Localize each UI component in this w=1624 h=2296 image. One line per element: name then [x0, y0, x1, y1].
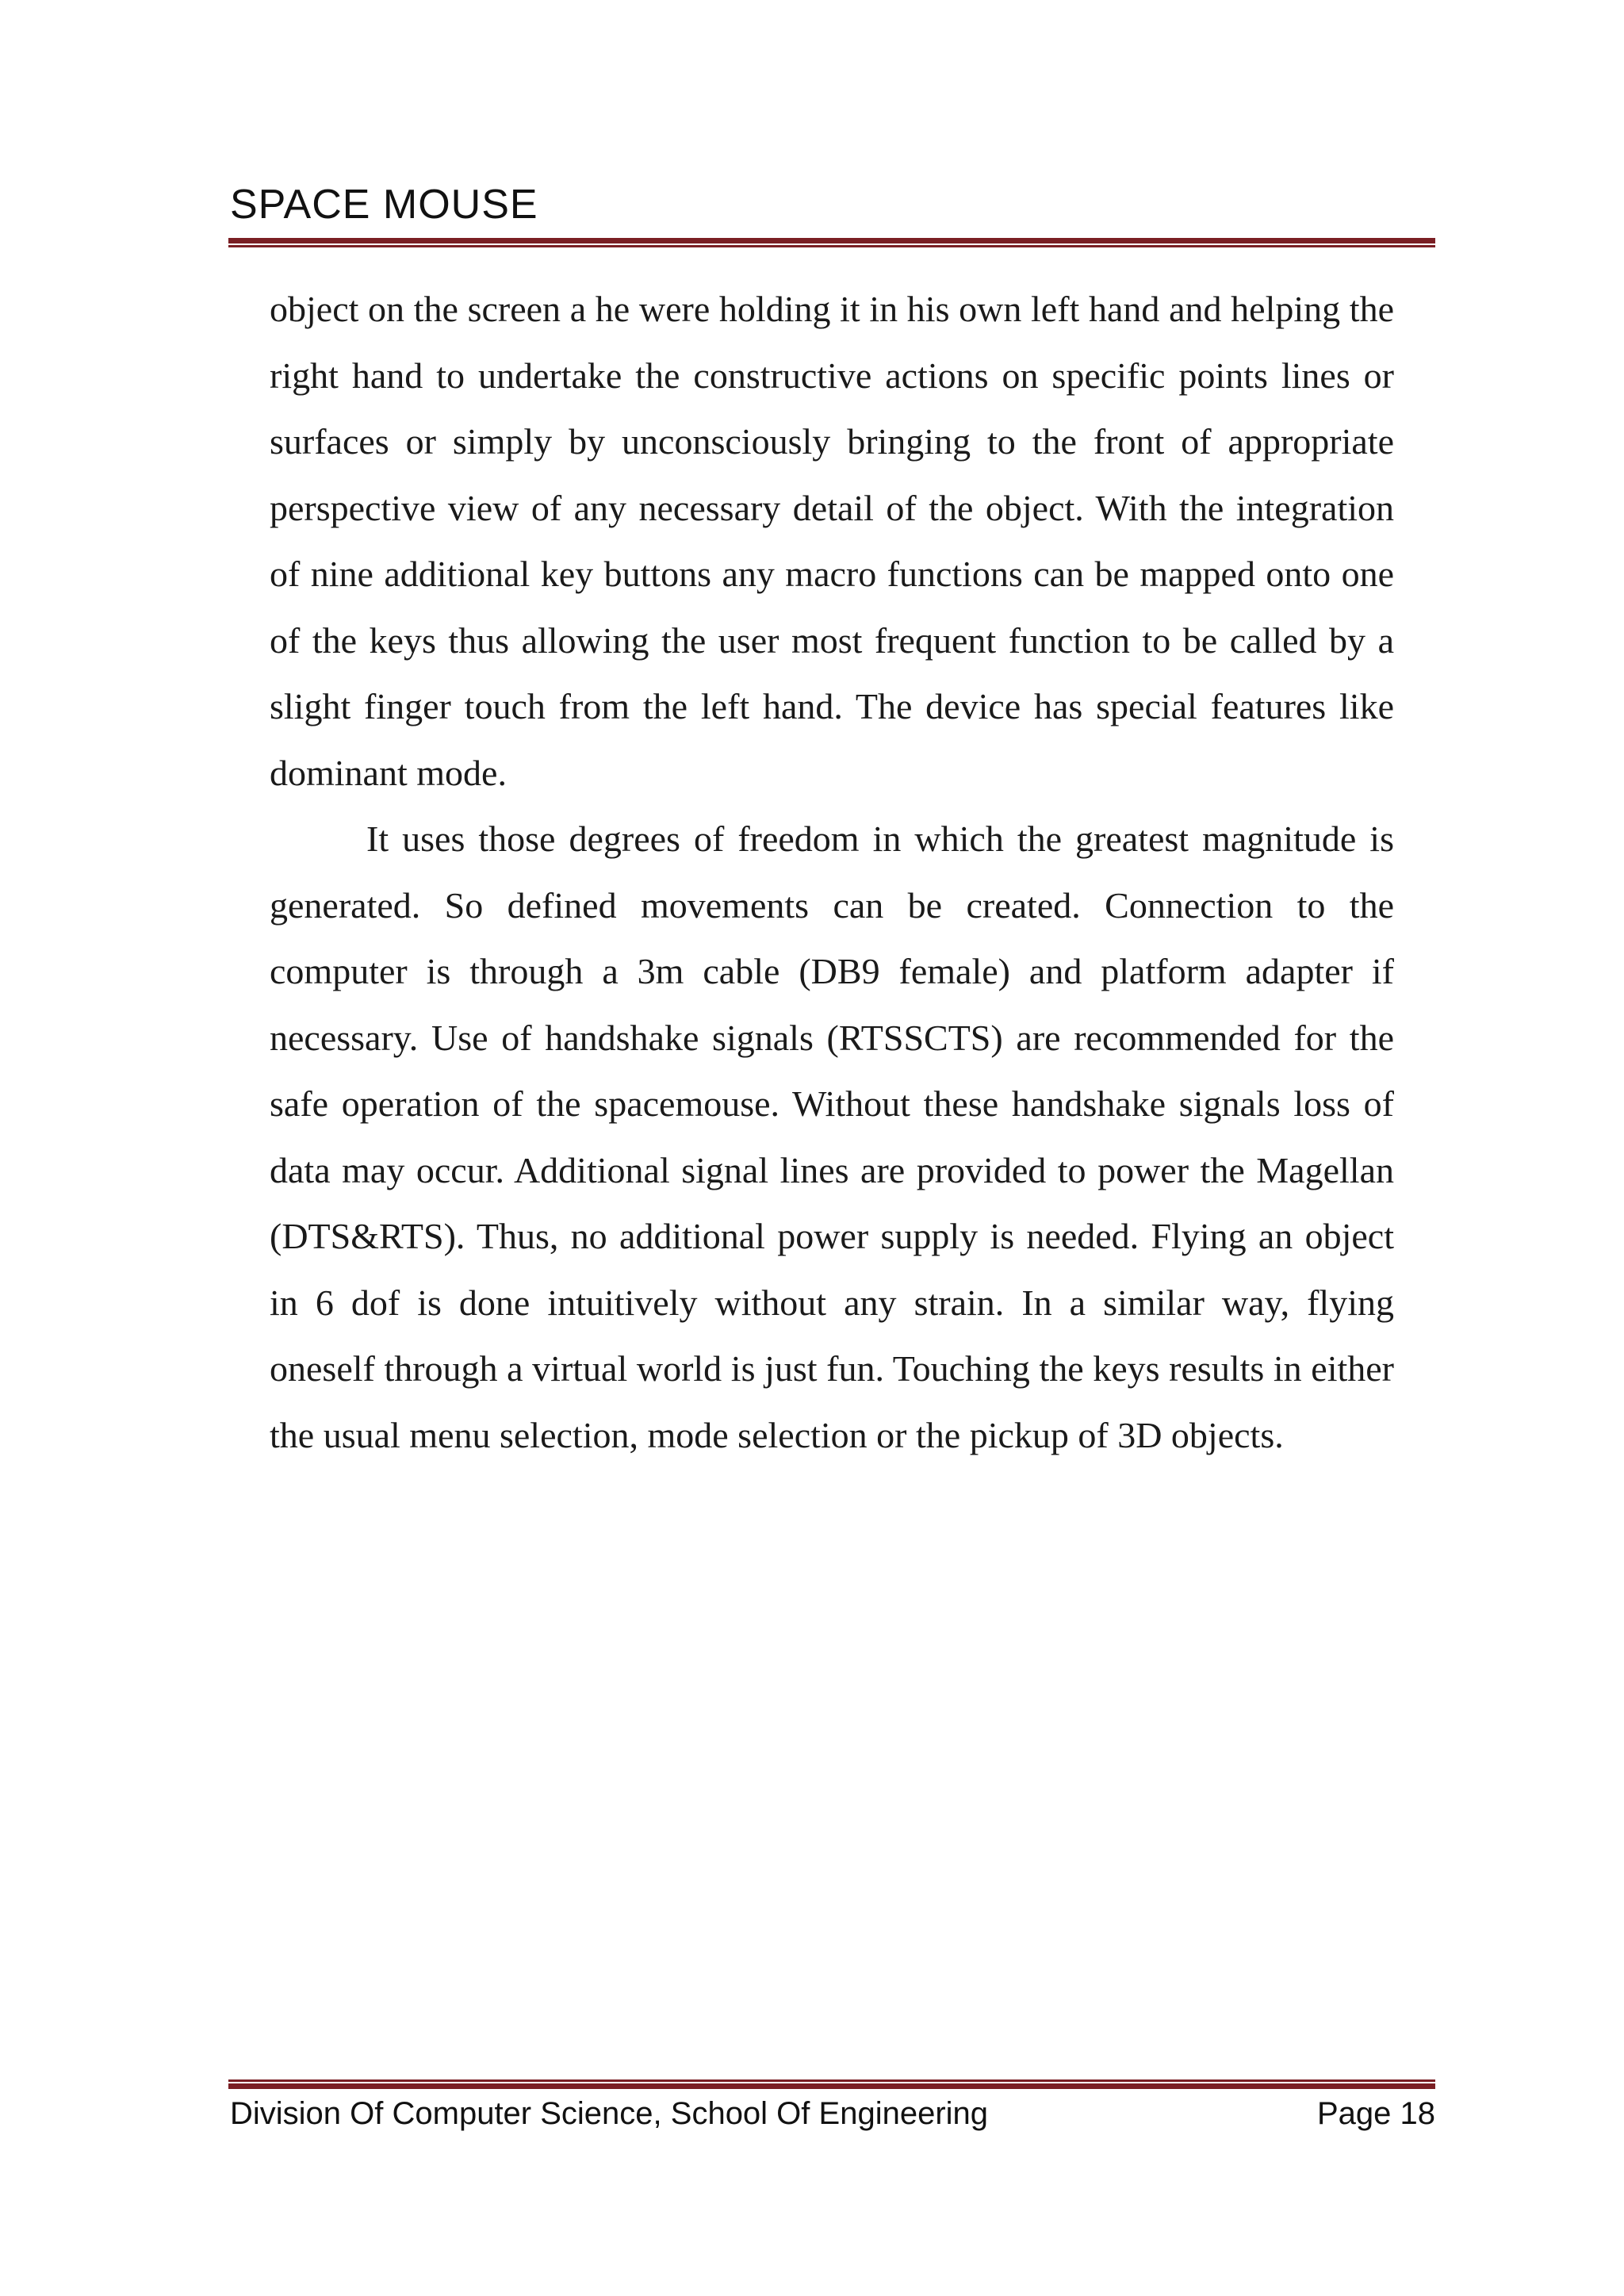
footer-divider-thick-line	[228, 2083, 1435, 2089]
page-header-title: SPACE MOUSE	[230, 182, 538, 228]
footer-divider	[228, 2079, 1435, 2089]
body-content	[270, 276, 1394, 1468]
header-divider-thick-line	[228, 238, 1435, 243]
body-paragraph-1: object on the screen a he were holding it in his own left hand and helping the right hand to undertake the constructive actions on specific points lines or surfaces or simply by unconsciously bringing to the front of appropriate perspective view of any necessary detail of the object. With the integration of nine additional key buttons any macro functions can be mapped onto one of the keys thus allowing the user most frequent function to be called by a slight finger touch from the left hand. The device has special features like dominant mode.	[270, 289, 1394, 793]
footer-institution: Division Of Computer Science, School Of Engineering	[230, 2096, 989, 2131]
body-paragraph-2: It uses those degrees of freedom in which the greatest magnitude is generated. So defined movements can be created. Connection to the computer is through a 3m cable (DB9 female) and platform adapter if necessary. Use of handshake signals (RTSSCTS) are recommended for the safe operation of the spacemouse. Without these handshake signals loss of data may occur. Additional signal lines are provided to power the Magellan (DTS&RTS). Thus, no additional power supply is needed. Flying an object in 6 dof is done intuitively without any strain. In a similar way, flying oneself through a virtual world is just fun. Touching the keys results in either the usual menu selection, mode selection or the pickup of 3D objects.	[270, 818, 1394, 1455]
header-divider	[228, 238, 1435, 247]
header-divider-thin-line	[228, 245, 1435, 247]
footer-page-number: Page 18	[1316, 2096, 1435, 2131]
